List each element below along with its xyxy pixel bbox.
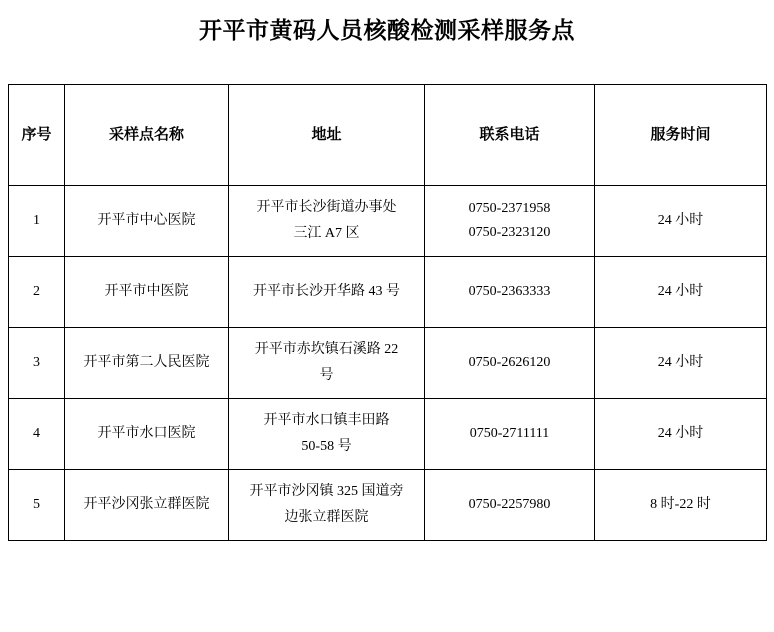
- table-body: [9, 186, 767, 541]
- cell-service-time: 24 小时: [595, 257, 767, 328]
- address-line: 开平市沙冈镇 325 国道旁: [249, 484, 404, 499]
- address-line: 边张立群医院: [284, 510, 369, 525]
- address-line: 开平市长沙开华路 43 号: [253, 284, 400, 299]
- sampling-points-table: [8, 84, 767, 541]
- phone-line: 0750-2371958: [468, 201, 551, 216]
- page-title: 开平市黄码人员核酸检测采样服务点: [199, 18, 575, 43]
- column-header-address: 地址: [229, 85, 425, 186]
- cell-name: 开平沙冈张立群医院: [65, 470, 229, 541]
- column-header-service-time: 服务时间: [595, 85, 767, 186]
- address-line: 号: [319, 368, 334, 383]
- cell-phone: [425, 470, 595, 541]
- cell-address: [229, 328, 425, 399]
- column-header-name: 采样点名称: [65, 85, 229, 186]
- table-row: [9, 328, 767, 399]
- address-line: 三江 A7 区: [293, 226, 360, 241]
- phone-line: 0750-2257980: [468, 497, 551, 512]
- cell-phone: [425, 186, 595, 257]
- phone-line: 0750-2626120: [468, 355, 551, 370]
- cell-address: [229, 186, 425, 257]
- cell-address: [229, 257, 425, 328]
- address-line: 开平市水口镇丰田路: [263, 413, 390, 428]
- cell-phone: [425, 257, 595, 328]
- phone-line: 0750-2363333: [468, 284, 551, 299]
- phone-line: 0750-2323120: [468, 225, 551, 240]
- cell-address: [229, 470, 425, 541]
- cell-index: 5: [9, 470, 65, 541]
- cell-service-time: 24 小时: [595, 186, 767, 257]
- sampling-points-table-container: [8, 84, 766, 541]
- column-header-index: 序号: [9, 85, 65, 186]
- phone-line: 0750-2711111: [469, 426, 550, 441]
- cell-phone: [425, 328, 595, 399]
- cell-index: 1: [9, 186, 65, 257]
- table-header-row: [9, 85, 767, 186]
- column-header-phone: 联系电话: [425, 85, 595, 186]
- table-row: [9, 186, 767, 257]
- cell-service-time: 24 小时: [595, 328, 767, 399]
- cell-phone: [425, 399, 595, 470]
- table-row: [9, 399, 767, 470]
- cell-name: 开平市第二人民医院: [65, 328, 229, 399]
- cell-index: 4: [9, 399, 65, 470]
- document-page: [0, 14, 774, 632]
- address-line: 开平市长沙街道办事处: [256, 200, 397, 215]
- table-row: [9, 470, 767, 541]
- cell-name: 开平市中医院: [65, 257, 229, 328]
- table-row: [9, 257, 767, 328]
- cell-index: 2: [9, 257, 65, 328]
- table-header: [9, 85, 767, 186]
- cell-service-time: 24 小时: [595, 399, 767, 470]
- cell-name: 开平市中心医院: [65, 186, 229, 257]
- cell-service-time: 8 时-22 时: [595, 470, 767, 541]
- address-line: 开平市赤坎镇石溪路 22: [254, 342, 399, 357]
- address-line: 50-58 号: [301, 439, 352, 454]
- cell-name: 开平市水口医院: [65, 399, 229, 470]
- cell-index: 3: [9, 328, 65, 399]
- cell-address: [229, 399, 425, 470]
